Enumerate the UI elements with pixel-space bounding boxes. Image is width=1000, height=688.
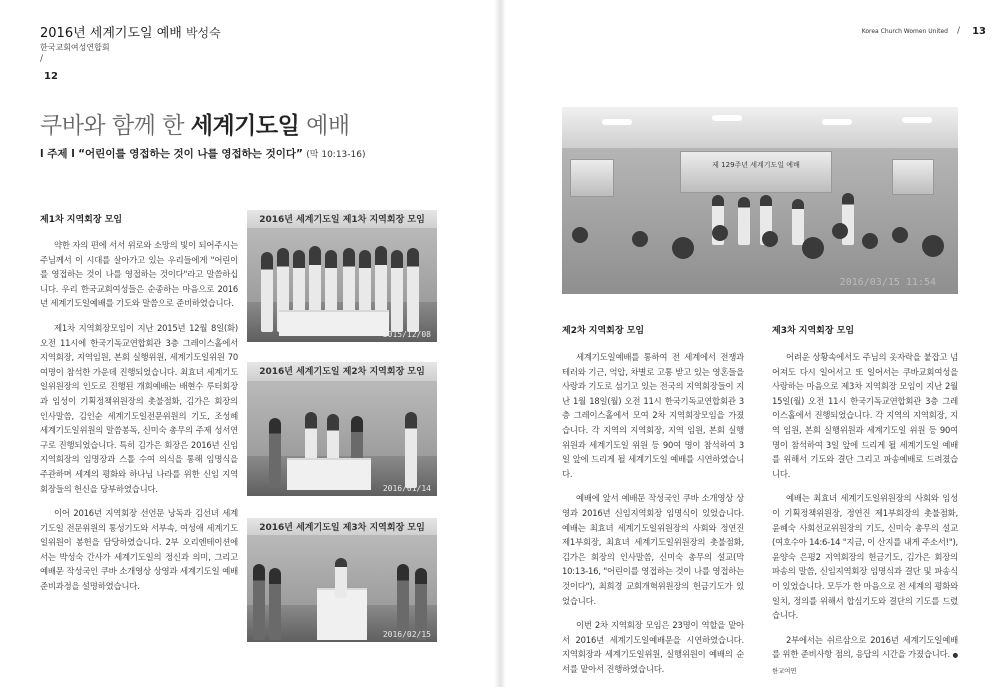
- section1-body: [40, 238, 238, 604]
- theme-quote: “어린이를 영접하는 것이 나를 영접하는 것이다”: [78, 148, 303, 160]
- photo-3-banner: 2016년 세계기도일 제3차 지역회장 모임: [259, 523, 425, 533]
- section3-body: [772, 350, 958, 688]
- page-number-right: 13: [972, 26, 986, 37]
- left-page: [0, 0, 500, 687]
- theme-line: [40, 146, 366, 161]
- header-title-text: 2016년 세계기도일 예배: [40, 26, 182, 41]
- theme-reference: (막 10:13-16): [306, 150, 366, 160]
- photo-worship-service: [562, 107, 958, 294]
- section2-heading: 제2차 지역회장 모임: [562, 326, 645, 336]
- section1-paragraph: 약한 자의 편에 서서 위로와 소망의 빛이 되어주시는 주님께서 이 시대를 살아가고 있는 우리들에게 "어린이를 영접하는 것이 나를 영접하는 것이다"라고 말씀하십니다. 우리 한국교회여성들은 순종하는 마음으로 2016년 세계기도일예배를 기도와 말씀으로 준비하였습니다.: [40, 240, 238, 309]
- article-title-part3: 예배: [299, 113, 350, 139]
- photo-meeting-1: [247, 210, 437, 342]
- article-title-emphasis: 세계기도일: [190, 113, 300, 139]
- photo-1-banner: 2016년 세계기도일 제1차 지역회장 모임: [259, 215, 425, 225]
- section3-heading: 제3차 지역회장 모임: [772, 326, 855, 336]
- section2-paragraph: 예배에 앞서 예배문 작성국인 쿠바 소개영상 상영과 2016년 신임지역회장 임명식이 있었습니다. 예배는 최효녀 세계기도일위원장의 사회와 정연진 제1부회장, 최효녀 세계기도일위원장의 촛불점화, 김가은 회장의 인사말씀, 신미숙 총무의 설교(막10:13-16, "어린이를 영접하는 것이 나를 영접하는 것이다"), 최희경 교회개혁위원장의 헌금기도가 있었습니다.: [562, 493, 744, 606]
- header-title: [40, 22, 221, 41]
- photo-2-datestamp: 2016/01/14: [382, 484, 431, 493]
- running-head: Korea Church Women United: [861, 28, 948, 35]
- photo-meeting-3: [247, 518, 437, 642]
- photo-screen-text: 제 129주년 세계기도일 예배: [712, 161, 800, 169]
- header-author: 박성숙: [185, 26, 221, 40]
- section3-paragraph: 예배는 최효녀 세계기도일위원장의 사회와 임성이 기획정책위원장, 정연진 제1부회장의 촛불점화, 윤혜숙 사회선교위원장의 기도, 신미숙 총무의 설교(여호수아 14:6-14 "지금, 이 산지를 내게 주소서!"), 윤양숙 은평2 지역회장의 헌금기도, 김가은 회장의 파송의 말씀, 신임지역회장 임명식과 결단 및 파송식이 있었습니다. 모두가 한 마음으로 전 세계의 평화와 일치, 정의를 위해서 합심기도와 결단의 기도를 드렸습니다.: [772, 493, 958, 621]
- article-title-part1: 쿠바와 함께 한: [40, 113, 191, 139]
- section2-body: [562, 350, 744, 686]
- article-signature: ● 한교여연: [772, 651, 958, 675]
- running-head-slash: /: [956, 26, 960, 36]
- section2-paragraph: 세계기도일예배를 통하여 전 세계에서 전쟁과 테러와 기근, 억압, 차별로 고통 받고 있는 영혼들을 사랑과 기도로 섬기고 있는 전국의 지역회장들이 지난 1월 18일(월) 오전 11시 한국기독교연합회관 3층 그레이스홀에서 모여 2차 지역회장모임을 가졌습니다. 각 지역의 지역회장, 지역 임원, 본회 실행위원과 세계기도일 위원 등 90여 명이 참석하여 3일 앞에 드리게 될 세계기도일 예배를 시연하였습니다.: [562, 352, 744, 479]
- photo-1-datestamp: 2015/12/08: [382, 330, 431, 339]
- section1-paragraph: 제1차 지역회장모임이 지난 2015년 12월 8일(화) 오전 11시에 한국기독교연합회관 3층 그레이스홀에서 지역회장, 지역임원, 본회 실행위원, 세계기도일위원 70여명이 참석한 가운데 진행되었습니다. 최효녀 세계기도일위원장의 인도로 진행된 개회예배는 배현수 루터회장과 임성이 기획정책위원장의 촛불점화, 김가은 회장의 인사말씀, 김인순 세계기도일전문위원의 기도, 조성혜 세계기도일위원의 말씀봉독, 신미숙 총무의 주제 성서연구로 진행되었습니다. 특히 김가은 회장은 2016년 신임 지역회장의 임명장과 스톨 수여 의식을 통해 임명식을 주관하며 세계의 평화와 하나님 나라를 위한 신임 지역회장들의 헌신을 당부하였습니다.: [40, 322, 238, 494]
- header-subtitle: 한국교회여성연합회: [40, 43, 110, 52]
- photo-3-datestamp: 2016/02/15: [382, 630, 431, 639]
- photo-worship-datestamp: 2016/03/15 11:54: [839, 277, 936, 288]
- section2-paragraph: 이번 2차 지역회장 모임은 23명이 역할을 맡아서 2016년 세계기도일예배문을 시연하였습니다. 지역회장과 세계기도일위원, 실행위원이 예배의 순서를 맡아서 진행하였습니다.: [562, 620, 744, 674]
- right-page: [500, 0, 1000, 687]
- photo-2-banner: 2016년 세계기도일 제2차 지역회장 모임: [259, 367, 425, 377]
- section1-paragraph: 이어 2016년 지역회장 선언문 낭독과 김선녀 세계기도일 전문위원의 통성기도와 서부속, 여성애 세계기도일위원이 봉헌을 담당하였습니다. 2부 오리엔테이션에서는 박성숙 간사가 세계기도일의 정신과 의미, 그리고 예배문 작성국인 쿠바 소개영상 상영과 세계기도일 예배 준비과정을 설명하였습니다.: [40, 508, 238, 592]
- photo-meeting-2: [247, 362, 437, 496]
- page-gutter: [494, 0, 506, 687]
- theme-label: l 주제 l: [40, 148, 75, 160]
- section3-paragraph: 어려운 상황속에서도 주님의 옷자락을 붙잡고 넘어져도 다시 일어서고 또 일어서는 쿠바교회여성을 사랑하는 마음으로 제3차 지역회장 모임이 지난 2월 15일(월) 오전 11시 한국기독교연합회관 3층 그레이스홀에서 진행되었습니다. 각 지역의 지역회장, 지역 임원, 본회 실행위원과 세계기도일 위원 등 90여 명이 참석하여 3일 앞에 드리게 될 세계기도일 예배를 위해서 기도와 결단 그리고 파송예배로 드려졌습니다.: [772, 352, 958, 479]
- page-number-left: 12: [44, 71, 58, 82]
- header-slash: /: [40, 54, 44, 64]
- article-title: [40, 107, 350, 140]
- section1-heading: 제1차 지역회장 모임: [40, 215, 123, 225]
- section3-last-text: 2부에서는 쉬르삼으로 2016년 세계기도일예배를 위한 준비사항 점의, 응답의 시간을 가졌습니다.: [772, 634, 958, 660]
- section3-paragraph: [772, 633, 958, 679]
